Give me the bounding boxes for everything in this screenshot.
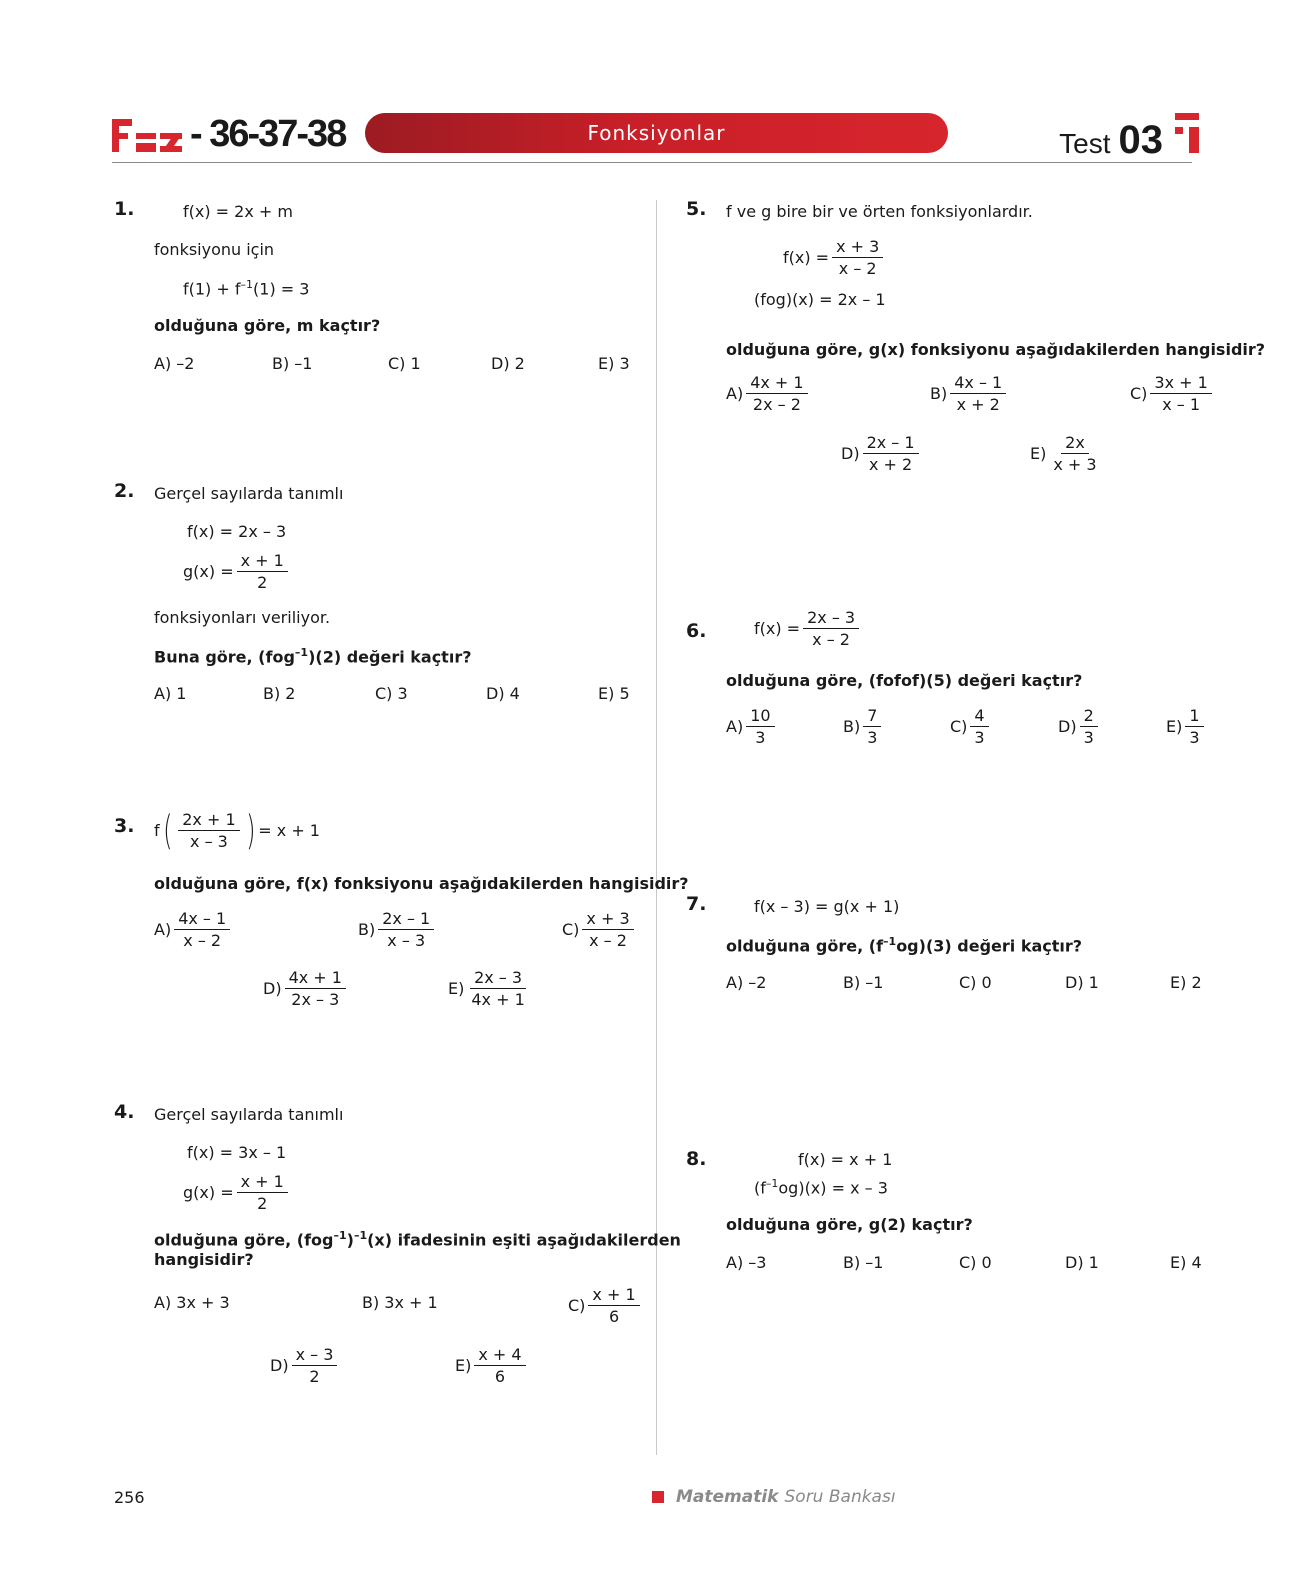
option-e[interactable]: E) 4 xyxy=(1170,1253,1202,1272)
option-c[interactable]: C) $\frac{3x + 1}{x - 1}$ xyxy=(1130,373,1215,414)
option-b[interactable]: B) –1 xyxy=(843,1253,884,1272)
option-a[interactable]: A) –2 xyxy=(726,973,767,992)
question-number: 4. xyxy=(114,1101,135,1123)
option-c[interactable]: C) 0 xyxy=(959,1253,992,1272)
option-d[interactable]: D) $\frac{x - 3}{2}$ xyxy=(270,1345,340,1386)
option-e[interactable]: E) 3 xyxy=(598,354,630,373)
option-a[interactable]: A) 3x + 3 xyxy=(154,1293,230,1312)
page-number: 256 xyxy=(114,1488,145,1507)
option-c[interactable]: C) 3 xyxy=(375,684,408,703)
option-d[interactable]: D) 1 xyxy=(1065,973,1099,992)
question-number: 7. xyxy=(686,893,707,915)
question-number: 1. xyxy=(114,198,135,220)
option-e[interactable]: E) $\frac{2x - 3}{4x + 1}$ xyxy=(448,968,525,1010)
publisher-logo xyxy=(112,113,345,155)
equation: g(x) = $\frac{x + 1}{2}$ xyxy=(183,551,291,592)
option-e[interactable]: E) $\frac{1}{3}$ xyxy=(1166,706,1207,747)
text-line: fonksiyonu için xyxy=(154,240,275,259)
option-c[interactable]: C) 0 xyxy=(959,973,992,992)
question-text: olduğuna göre, f(x) fonksiyonu aşağıdakilerden hangisidir? xyxy=(154,874,689,893)
equation: (fog)(x) = 2x – 1 xyxy=(754,290,886,309)
question-text-line2: hangisidir? xyxy=(154,1250,254,1269)
option-b[interactable]: B) $\frac{4x - 1}{x + 2}$ xyxy=(930,373,1009,414)
test-label xyxy=(1059,118,1163,163)
column-divider xyxy=(656,200,657,1455)
option-b[interactable]: B) –1 xyxy=(843,973,884,992)
option-d[interactable]: D) $\frac{2}{3}$ xyxy=(1058,706,1101,747)
option-c[interactable]: C) $\frac{x + 3}{x - 2}$ xyxy=(562,909,637,950)
question-number: 5. xyxy=(686,198,707,220)
equation: f ( $\frac{2x + 1}{x - 3}$ ) = x + 1 xyxy=(154,807,320,854)
equation: f(x) = x + 1 xyxy=(798,1150,893,1169)
question-text: Buna göre, (fog$^{-1}$)(2) değeri kaçtır? xyxy=(154,646,472,667)
question-number: 3. xyxy=(114,815,135,837)
test-number: 03 xyxy=(1118,118,1163,162)
brand-bold: Matematik xyxy=(676,1487,779,1507)
option-e[interactable]: E) $\frac{x + 4}{6}$ xyxy=(455,1345,529,1386)
option-c[interactable]: C) 1 xyxy=(388,354,421,373)
option-e[interactable]: E) $\frac{2x}{x + 3}$ xyxy=(1030,433,1097,475)
option-b[interactable]: B) –1 xyxy=(272,354,313,373)
faz-logo-mark xyxy=(112,115,184,153)
question-number: 6. xyxy=(686,620,707,642)
equation: $(f^{-1}og)(x) = x - 3$ xyxy=(754,1177,888,1198)
equation: f(x) = $\frac{x + 3}{x - 2}$ xyxy=(783,237,886,278)
footer-brand xyxy=(652,1487,896,1507)
option-c[interactable]: C) $\frac{x + 1}{6}$ xyxy=(568,1285,643,1326)
option-a[interactable]: A) –2 xyxy=(154,354,195,373)
equation: f(x) = 2x – 3 xyxy=(187,522,287,541)
chapter-title: Fonksiyonlar xyxy=(365,113,948,153)
question-number: 2. xyxy=(114,480,135,502)
question-text: olduğuna göre, $(fog^{-1})^{-1}(x)$ ifadesinin eşiti aşağıdakilerden xyxy=(154,1229,681,1250)
question-text: olduğuna göre, g(x) fonksiyonu aşağıdakilerden hangisidir? xyxy=(726,340,1266,359)
option-b[interactable]: B) $\frac{2x - 1}{x - 3}$ xyxy=(358,909,437,950)
option-d[interactable]: D) 4 xyxy=(486,684,520,703)
text-line: fonksiyonları veriliyor. xyxy=(154,608,331,627)
option-d[interactable]: D) $\frac{4x + 1}{2x - 3}$ xyxy=(263,968,349,1009)
option-a[interactable]: A) –3 xyxy=(726,1253,767,1272)
question-text: olduğuna göre, (fofof)(5) değeri kaçtır? xyxy=(726,671,1083,690)
equation: f(x) = 3x – 1 xyxy=(187,1143,287,1162)
series-label: - 36-37-38 xyxy=(190,112,346,155)
question-text: olduğuna göre, g(2) kaçtır? xyxy=(726,1215,973,1234)
option-a[interactable]: A) $\frac{4x - 1}{x - 2}$ xyxy=(154,909,233,950)
header-divider xyxy=(112,162,1192,163)
option-c[interactable]: C) $\frac{4}{3}$ xyxy=(950,706,992,747)
option-e[interactable]: E) 2 xyxy=(1170,973,1202,992)
option-b[interactable]: B) $\frac{7}{3}$ xyxy=(843,706,884,747)
equation: g(x) = $\frac{x + 1}{2}$ xyxy=(183,1172,291,1213)
corner-logo-mark xyxy=(1175,113,1199,153)
question-text: olduğuna göre, $(f^{-1}og)(3)$ değeri kaçtır? xyxy=(726,935,1083,956)
brand-square-icon xyxy=(652,1491,664,1503)
brand-rest: Soru Bankası xyxy=(784,1487,896,1507)
test-word: Test xyxy=(1059,128,1111,159)
option-d[interactable]: D) 1 xyxy=(1065,1253,1099,1272)
option-b[interactable]: B) 3x + 1 xyxy=(362,1293,438,1312)
question-number: 8. xyxy=(686,1148,707,1170)
text-line: Gerçel sayılarda tanımlı xyxy=(154,484,344,503)
option-d[interactable]: D) $\frac{2x - 1}{x + 2}$ xyxy=(841,433,922,474)
option-d[interactable]: D) 2 xyxy=(491,354,525,373)
option-a[interactable]: A) $\frac{4x + 1}{2x - 2}$ xyxy=(726,373,811,414)
question-text: olduğuna göre, m kaçtır? xyxy=(154,316,381,335)
option-b[interactable]: B) 2 xyxy=(263,684,296,703)
equation: $f(1) + f^{-1}(1) = 3$ xyxy=(183,278,310,299)
text-line: Gerçel sayılarda tanımlı xyxy=(154,1105,344,1124)
option-e[interactable]: E) 5 xyxy=(598,684,630,703)
option-a[interactable]: A) $\frac{10}{3}$ xyxy=(726,706,778,747)
equation: f(x) = 2x + m xyxy=(183,202,293,221)
option-a[interactable]: A) 1 xyxy=(154,684,187,703)
text-line: f ve g bire bir ve örten fonksiyonlardır. xyxy=(726,202,1033,221)
equation: f(x) = $\frac{2x - 3}{x - 2}$ xyxy=(754,608,862,649)
equation: f(x – 3) = g(x + 1) xyxy=(754,897,900,916)
